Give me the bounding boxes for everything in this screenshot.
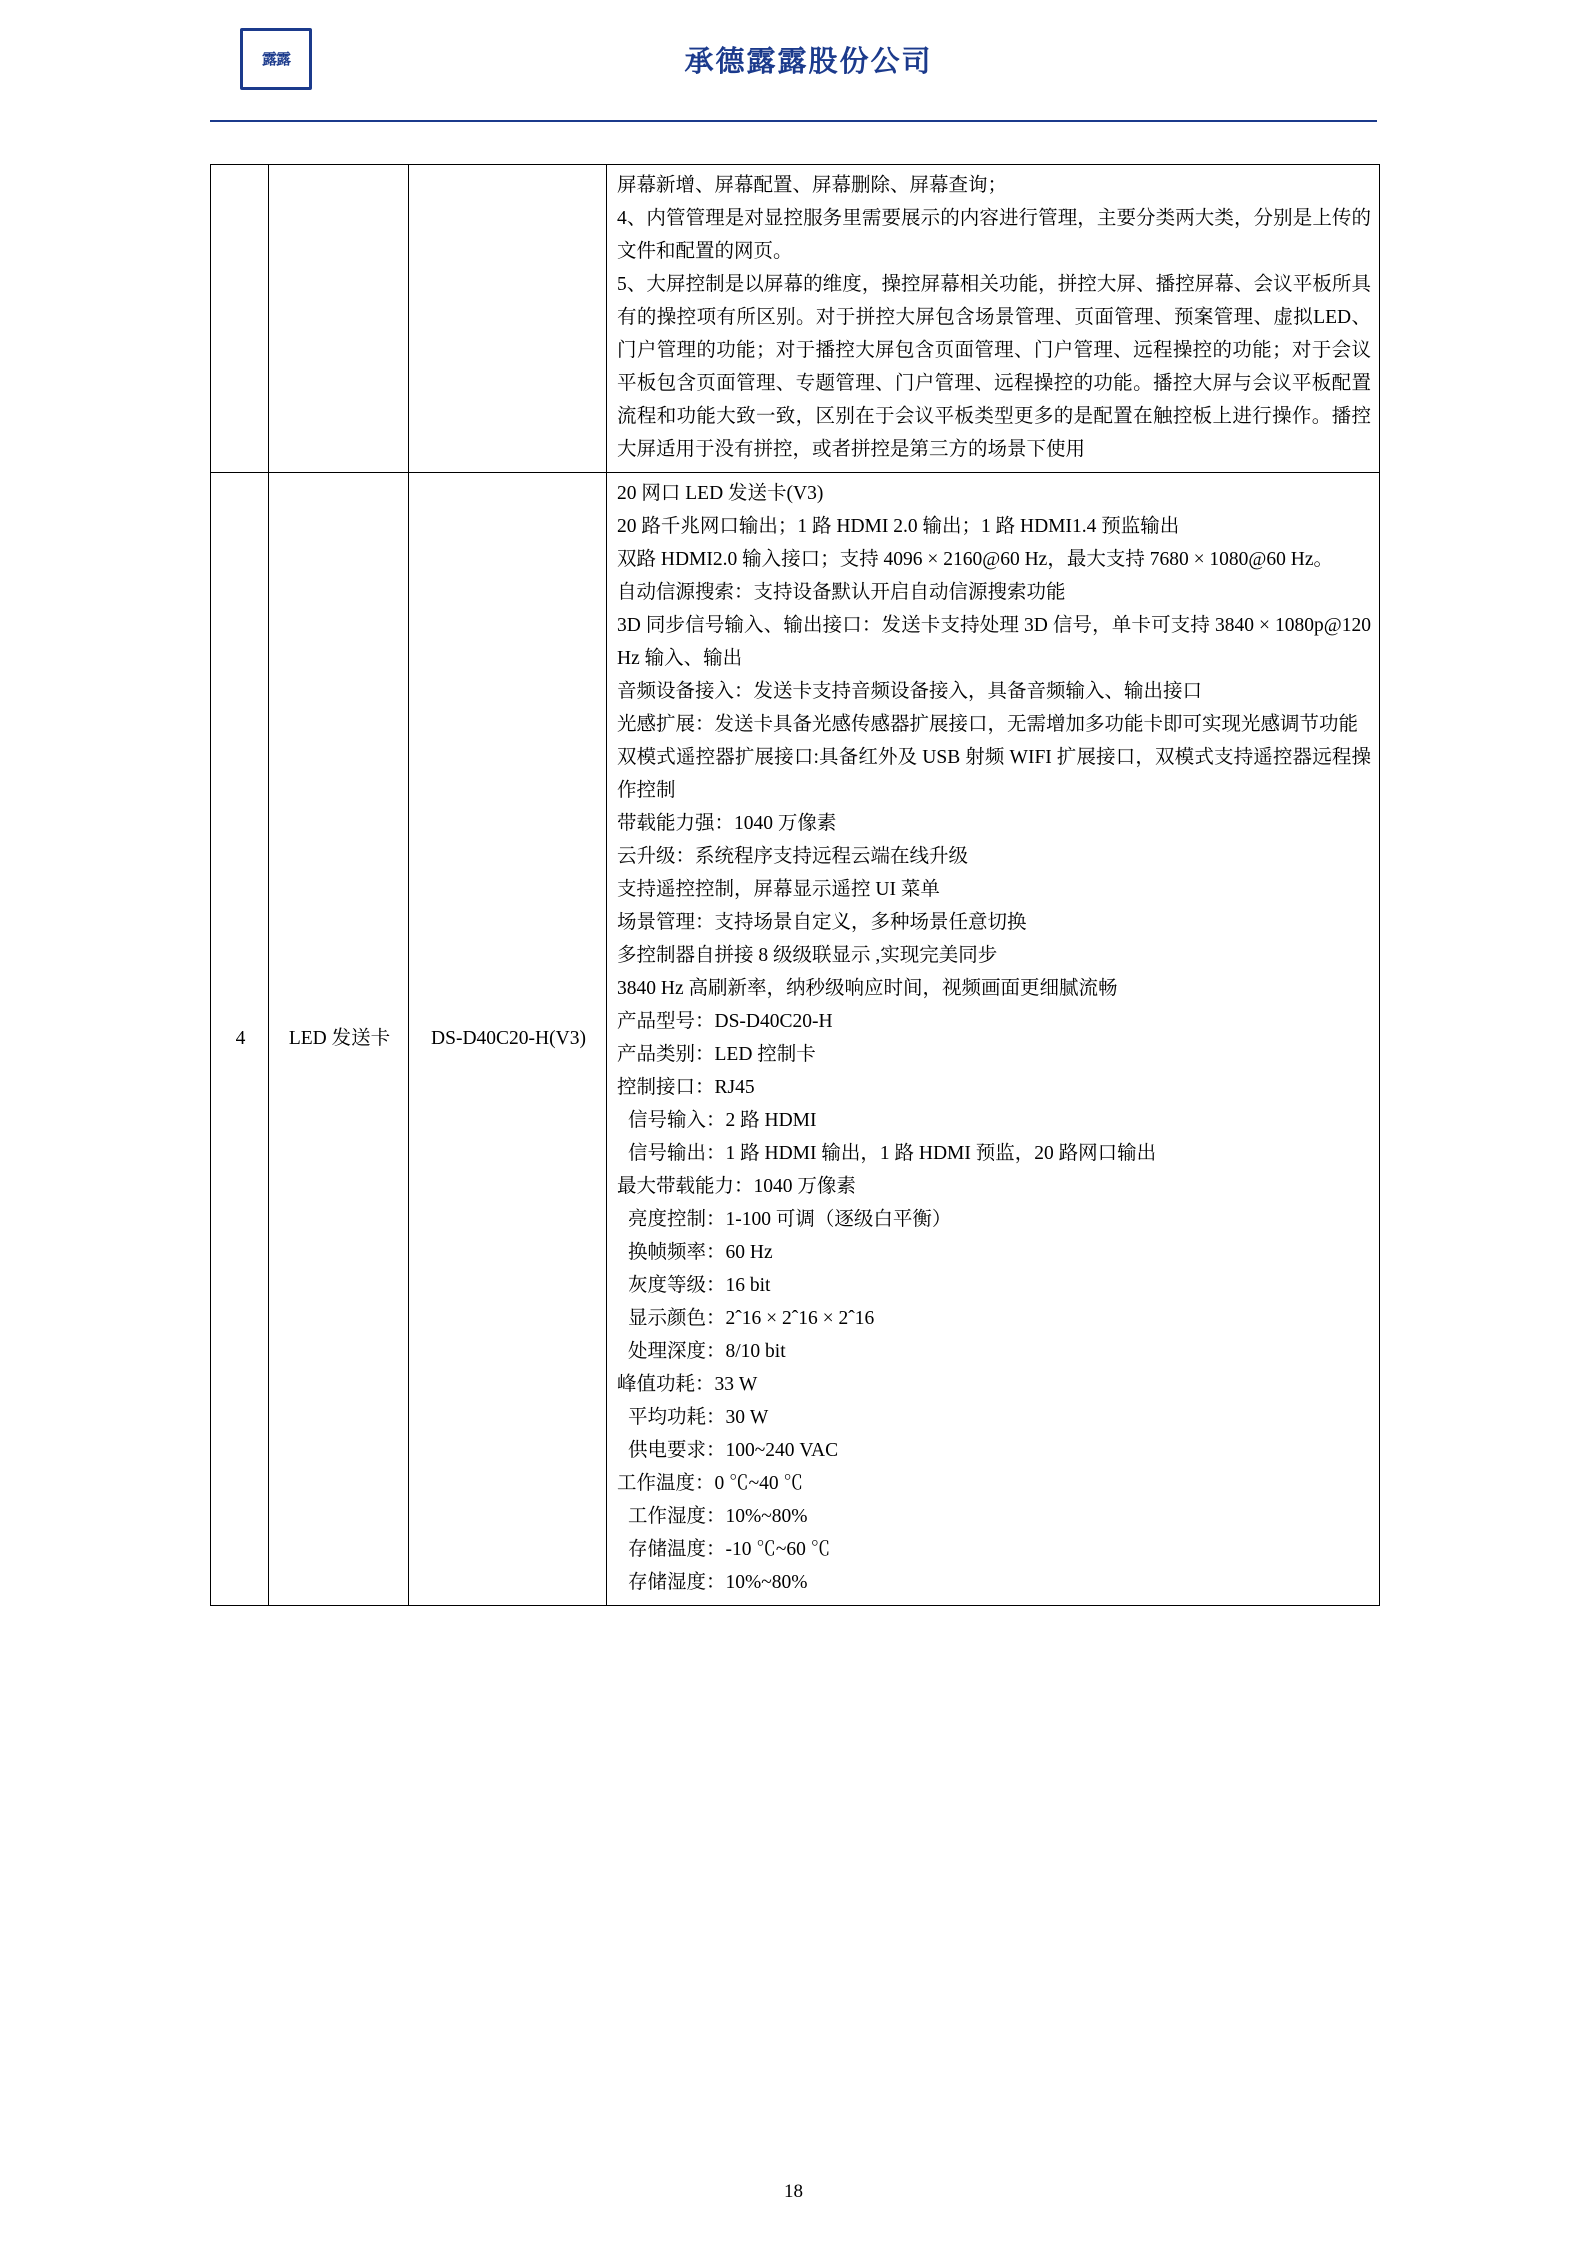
desc-line: 自动信源搜索：支持设备默认开启自动信源搜索功能	[617, 582, 1066, 603]
row-number: 4	[211, 473, 269, 1606]
header-divider	[210, 120, 1377, 122]
row-description	[607, 165, 1380, 473]
desc-line: 产品型号：DS-D40C20-H	[617, 1011, 833, 1032]
desc-line: 最大带载能力：1040 万像素	[617, 1176, 856, 1197]
desc-line: 换帧频率：60 Hz	[628, 1242, 773, 1263]
desc-line: 3D 同步信号输入、输出接口：发送卡支持处理 3D 信号，单卡可支持 3840 × 1080p@120 Hz 输入、输出	[617, 615, 1371, 669]
specification-table	[210, 164, 1380, 1606]
table-row	[211, 473, 1380, 1606]
row-name	[269, 165, 409, 473]
desc-line: 支持遥控控制，屏幕显示遥控 UI 菜单	[617, 879, 940, 900]
desc-line: 存储湿度：10%~80%	[628, 1572, 808, 1593]
desc-line: 平均功耗：30 W	[628, 1407, 769, 1428]
desc-line: 云升级：系统程序支持远程云端在线升级	[617, 846, 969, 867]
logo-text: 露露	[261, 49, 290, 68]
desc-line: 双模式遥控器扩展接口:具备红外及 USB 射频 WIFI 扩展接口，双模式支持遥控器远程操作控制	[617, 747, 1371, 801]
desc-line: 产品类别：LED 控制卡	[617, 1044, 816, 1065]
table-row	[211, 165, 1380, 473]
desc-line: 灰度等级：16 bit	[628, 1275, 771, 1296]
desc-line: 供电要求：100~240 VAC	[628, 1440, 839, 1461]
desc-line: 双路 HDMI2.0 输入接口；支持 4096 × 2160@60 Hz，最大支持 7680 × 1080@60 Hz。	[617, 549, 1334, 570]
company-logo	[240, 28, 312, 90]
desc-line: 音频设备接入：发送卡支持音频设备接入，具备音频输入、输出接口	[617, 681, 1203, 702]
desc-line: 存储温度：-10 ℃~60 ℃	[628, 1539, 831, 1560]
row-model	[409, 165, 607, 473]
row-model: DS-D40C20-H(V3)	[409, 473, 607, 1606]
page-header	[210, 0, 1377, 118]
desc-line: 处理深度：8/10 bit	[628, 1341, 786, 1362]
desc-line: 工作温度：0 ℃~40 ℃	[617, 1473, 804, 1494]
desc-line: 5、大屏控制是以屏幕的维度，操控屏幕相关功能，拼控大屏、播控屏幕、会议平板所具有的操控项有所区别。对于拼控大屏包含场景管理、页面管理、预案管理、虚拟LED、门户管理的功能；对于播控大屏包含页面管理、门户管理、远程操控的功能；对于会议平板包含页面管理、专题管理、门户管理、远程操控的功能。播控大屏与会议平板配置流程和功能大致一致，区别在于会议平板类型更多的是配置在触控板上进行操作。播控大屏适用于没有拼控，或者拼控是第三方的场景下使用	[617, 274, 1371, 460]
desc-line: 控制接口：RJ45	[617, 1077, 755, 1098]
desc-line: 峰值功耗：33 W	[617, 1374, 758, 1395]
desc-line: 20 路千兆网口输出；1 路 HDMI 2.0 输出；1 路 HDMI1.4 预监输出	[617, 516, 1180, 537]
desc-line: 3840 Hz 高刷新率，纳秒级响应时间，视频画面更细腻流畅	[617, 978, 1118, 999]
desc-line: 20 网口 LED 发送卡(V3)	[617, 483, 824, 504]
row-description	[607, 473, 1380, 1606]
desc-line: 工作湿度：10%~80%	[628, 1506, 808, 1527]
desc-line: 场景管理：支持场景自定义，多种场景任意切换	[617, 912, 1027, 933]
desc-line: 屏幕新增、屏幕配置、屏幕删除、屏幕查询；	[617, 175, 1008, 196]
desc-line: 亮度控制：1-100 可调（逐级白平衡）	[628, 1209, 952, 1230]
page-number: 18	[784, 2181, 803, 2202]
row-name: LED 发送卡	[269, 473, 409, 1606]
desc-line: 信号输入：2 路 HDMI	[628, 1110, 817, 1131]
desc-line: 显示颜色：2ˆ16 × 2ˆ16 × 2ˆ16	[628, 1308, 875, 1329]
desc-line: 信号输出：1 路 HDMI 输出，1 路 HDMI 预监，20 路网口输出	[628, 1143, 1157, 1164]
desc-line: 带载能力强：1040 万像素	[617, 813, 837, 834]
page-title: 承德露露股份公司	[684, 43, 933, 78]
desc-line: 光感扩展：发送卡具备光感传感器扩展接口，无需增加多功能卡即可实现光感调节功能	[617, 714, 1359, 735]
row-number	[211, 165, 269, 473]
desc-line: 多控制器自拼接 8 级级联显示 ,实现完美同步	[617, 945, 998, 966]
desc-line: 4、内管管理是对显控服务里需要展示的内容进行管理，主要分类两大类，分别是上传的文件和配置的网页。	[617, 208, 1371, 262]
